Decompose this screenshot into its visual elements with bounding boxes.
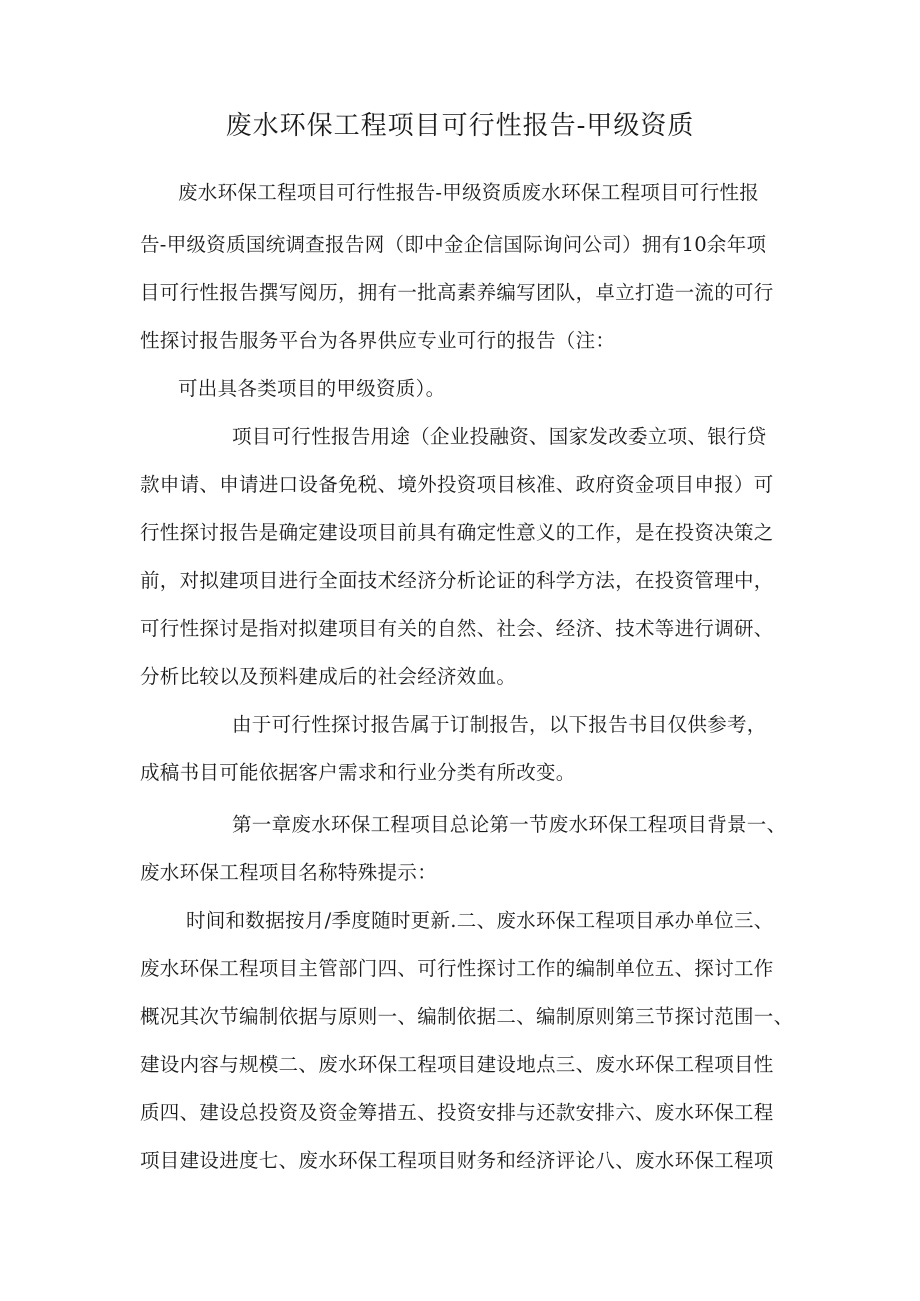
paragraph-1-line-1: 废水环保工程项目可行性报告-甲级资质废水环保工程项目可行性报 [178,181,760,204]
paragraph-4-line-2: 成稿书目可能依据客户需求和行业分类有所改变。 [140,761,576,784]
paragraph-6-line-3: 概况其次节编制依据与原则一、编制依据二、编制原则第三节探讨范围一、 [140,1005,794,1028]
paragraph-3-line-3: 行性探讨报告是确定建设项目前具有确定性意义的工作，是在投资决策之 [140,521,774,544]
paragraph-1-line-2: 告-甲级资质国统调查报告网（即中金企信国际询问公司）拥有10余年项 [140,233,767,256]
paragraph-3-line-4: 前，对拟建项目进行全面技术经济分析论证的科学方法，在投资管理中， [140,569,774,592]
paragraph-2-line-1: 可出具各类项目的甲级资质）。 [178,377,446,400]
paragraph-3-line-1: 项目可行性报告用途（企业投融资、国家发改委立项、银行贷 [232,425,767,448]
paragraph-5-line-2: 废水环保工程项目名称特殊提示： [140,861,438,884]
paragraph-6-line-1: 时间和数据按月/季度随时更新.二、废水环保工程项目承办单位三、 [186,909,774,932]
paragraph-6-line-6: 项目建设进度七、废水环保工程项目财务和经济评论八、废水环保工程项 [140,1149,774,1172]
paragraph-5-line-1: 第一章废水环保工程项目总论第一节废水环保工程项目背景一、 [232,813,787,836]
paragraph-6-line-5: 质四、建设总投资及资金筹措五、投资安排与还款安排六、废水环保工程 [140,1101,774,1124]
document-title: 废水环保工程项目可行性报告-甲级资质 [225,111,695,141]
paragraph-3-line-5: 可行性探讨是指对拟建项目有关的自然、社会、经济、技术等进行调研、 [140,617,774,640]
paragraph-3-line-2: 款申请、申请进口设备免税、境外投资项目核准、政府资金项目申报）可 [140,473,774,496]
paragraph-1-line-4: 性探讨报告服务平台为各界供应专业可行的报告（注： [140,329,616,352]
paragraph-6-line-4: 建设内容与规模二、废水环保工程项目建设地点三、废水环保工程项目性 [140,1053,774,1076]
paragraph-4-line-1: 由于可行性探讨报告属于订制报告，以下报告书目仅供参考， [232,713,767,736]
paragraph-6-line-2: 废水环保工程项目主管部门四、可行性探讨工作的编制单位五、探讨工作 [140,957,774,980]
paragraph-3-line-6: 分析比较以及预料建成后的社会经济效血。 [140,665,517,688]
paragraph-1-line-3: 目可行性报告撰写阅历，拥有一批高素养编写团队，卓立打造一流的可行 [140,281,774,304]
